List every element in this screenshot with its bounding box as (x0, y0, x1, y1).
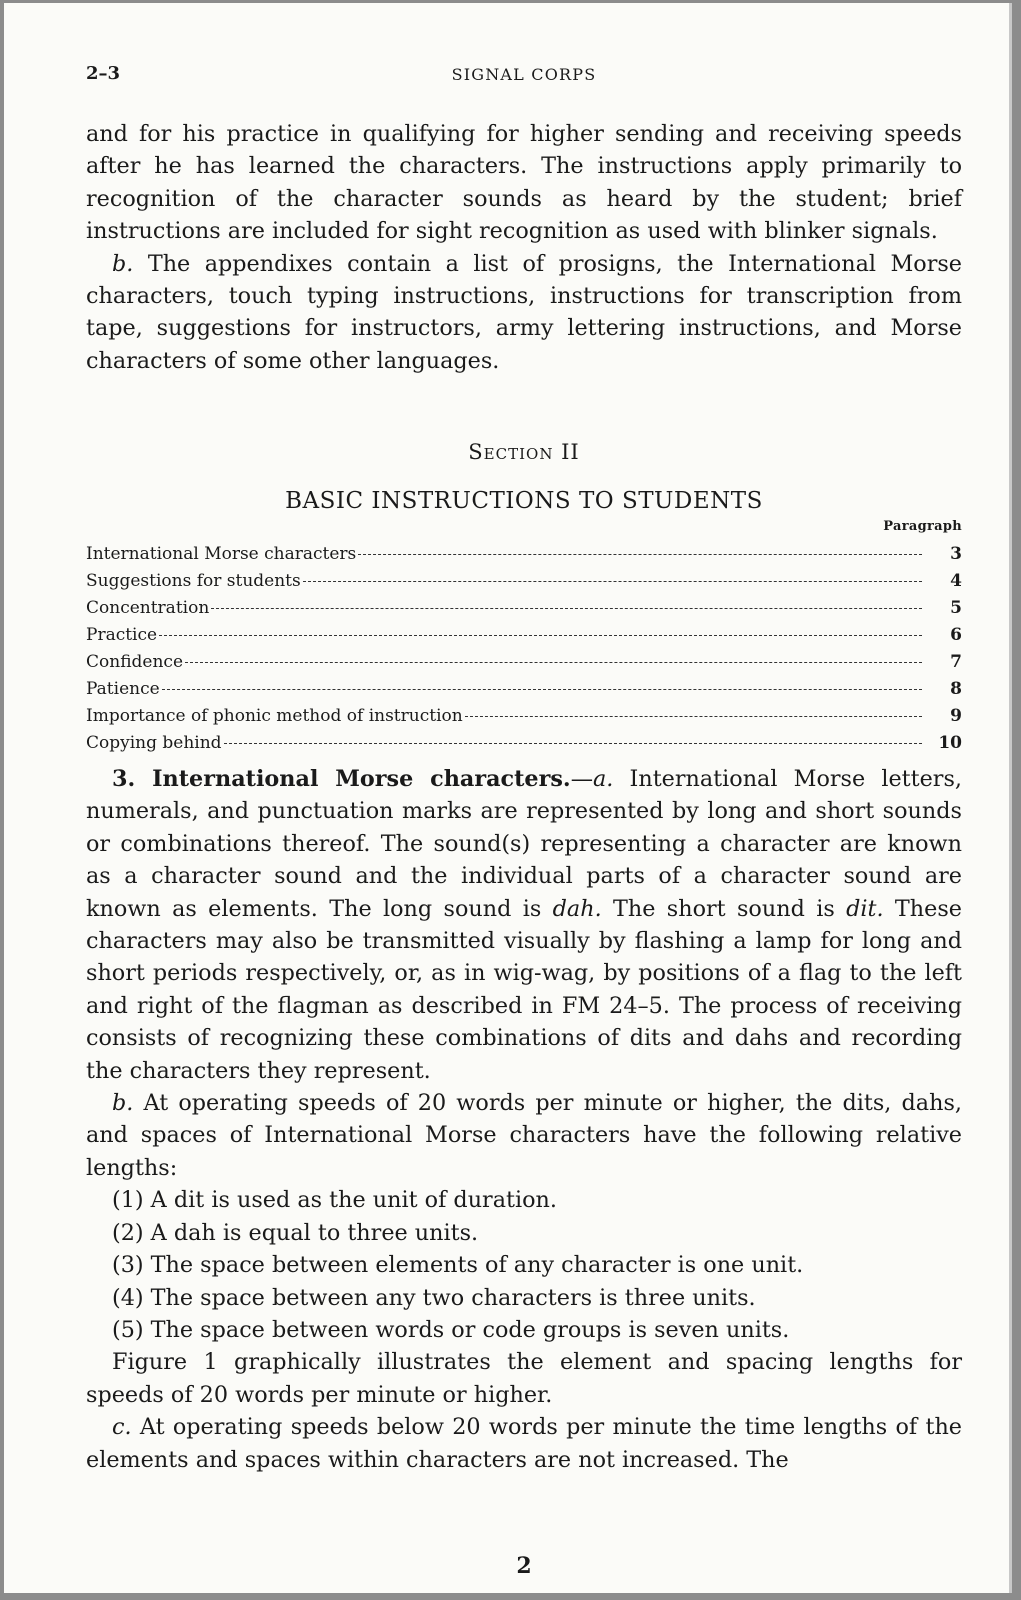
paragraph-marker-a: a. (592, 766, 614, 792)
paragraph-3b (86, 1087, 962, 1184)
toc-row (86, 622, 962, 649)
toc-column-header: Paragraph (883, 519, 962, 534)
paragraph-3c (86, 1411, 962, 1476)
paragraph-3a-text-1: International Morse letters, numerals, and punctuation marks are represented by long and short sounds or combinations thereof. The sound(s) representing a character are known as a character sound and the individual parts of a character sound are known as elements. The long sound is (86, 766, 962, 922)
document-page (4, 3, 1012, 1593)
toc-entry-label: Patience (86, 679, 160, 699)
toc-row (86, 541, 962, 568)
em-dash: — (570, 766, 593, 792)
paragraph-3a (86, 763, 962, 1087)
toc-entry-paragraph: 6 (950, 625, 962, 645)
running-title: SIGNAL CORPS (451, 65, 597, 84)
toc-entry-label: Confidence (86, 652, 184, 672)
paragraph-3c-text: At operating speeds below 20 words per minute the time lengths of the elements and spaces within characters are not increased. The (86, 1414, 962, 1473)
list-item: (2) A dah is equal to three units. (112, 1219, 479, 1246)
toc-entry-paragraph: 5 (950, 598, 962, 618)
section-title: BASIC INSTRUCTIONS TO STUDENTS (285, 488, 763, 514)
leader-dots (185, 662, 922, 663)
list-item: (5) The space between words or code groups is seven units. (112, 1316, 790, 1343)
term-dah: dah. (552, 895, 602, 922)
leader-dots (303, 581, 922, 582)
running-head (86, 63, 962, 93)
toc-row (86, 595, 962, 622)
term-dit: dit. (846, 895, 884, 922)
page-reference: 2–3 (86, 63, 121, 84)
toc-entry-label: Importance of phonic method of instruction (86, 706, 463, 726)
toc-row (86, 568, 962, 595)
leader-dots (224, 743, 922, 744)
toc-entry-label: Practice (86, 625, 158, 645)
intro-text (86, 118, 962, 377)
toc-row (86, 730, 962, 757)
paragraph-3-heading: 3. International Morse characters. (112, 766, 571, 792)
paragraph-marker-b: b. (112, 1090, 134, 1117)
list-item: (1) A dit is used as the unit of duration. (112, 1187, 557, 1214)
list-item: (3) The space between elements of any character is one unit. (112, 1252, 804, 1279)
intro-paragraph-1: and for his practice in qualifying for higher sending and receiving speeds after he has learned the characters. The instructions apply primarily to recognition of the character sounds as heard by the student; brief instructions are included for sight recognition as used with blinker signals. (86, 121, 962, 245)
relative-lengths-list (86, 1184, 962, 1346)
section-label: Section II (468, 440, 580, 464)
toc-entry-paragraph: 8 (950, 679, 962, 699)
toc-entry-label: Copying behind (86, 733, 222, 753)
toc-entry-paragraph: 9 (950, 706, 962, 726)
leader-dots (159, 635, 922, 636)
toc-entry-label: International Morse characters (86, 544, 357, 564)
leader-dots (211, 608, 922, 609)
toc-entry-paragraph: 4 (950, 571, 962, 591)
intro-paragraph-2-text: The appendixes contain a list of prosigns, the International Morse characters, touch typing instructions, instructions for transcription from tape, suggestions for instructors, army lettering instructions, and Morse characters of some other languages. (86, 250, 962, 374)
figure-note: Figure 1 graphically illustrates the element and spacing lengths for speeds of 20 words per minute or higher. (86, 1349, 962, 1408)
leader-dots (358, 554, 922, 555)
page-number: 2 (516, 1553, 532, 1579)
paragraph-3 (86, 763, 962, 1476)
toc-entry-label: Concentration (86, 598, 210, 618)
paragraph-3a-text-3: These characters may also be transmitted visually by flashing a lamp for long and short periods respectively, or, as in wig-wag, by positions of a flag to the left and right of the flagman as described in FM 24–5. The process of receiving consists of recognizing these combinations of dits and dahs and recording the characters they represent. (86, 895, 962, 1084)
toc-entry-paragraph: 3 (950, 544, 962, 564)
paragraph-marker-b: b. (112, 250, 134, 277)
intro-paragraph-2 (86, 248, 962, 378)
toc-entry-paragraph: 7 (950, 652, 962, 672)
leader-dots (162, 689, 922, 690)
toc-row (86, 703, 962, 730)
paragraph-marker-c: c. (112, 1414, 132, 1441)
toc-entry-paragraph: 10 (938, 733, 962, 753)
toc-entry-label: Suggestions for students (86, 571, 301, 591)
toc-row (86, 649, 962, 676)
toc-row (86, 676, 962, 703)
section-contents (86, 519, 962, 757)
paragraph-3a-text-2: The short sound is (601, 895, 847, 922)
list-item: (4) The space between any two characters is three units. (112, 1284, 756, 1311)
leader-dots (465, 716, 922, 717)
paragraph-3b-text: At operating speeds of 20 words per minute or higher, the dits, dahs, and spaces of International Morse characters have the following relative lengths: (86, 1090, 962, 1181)
